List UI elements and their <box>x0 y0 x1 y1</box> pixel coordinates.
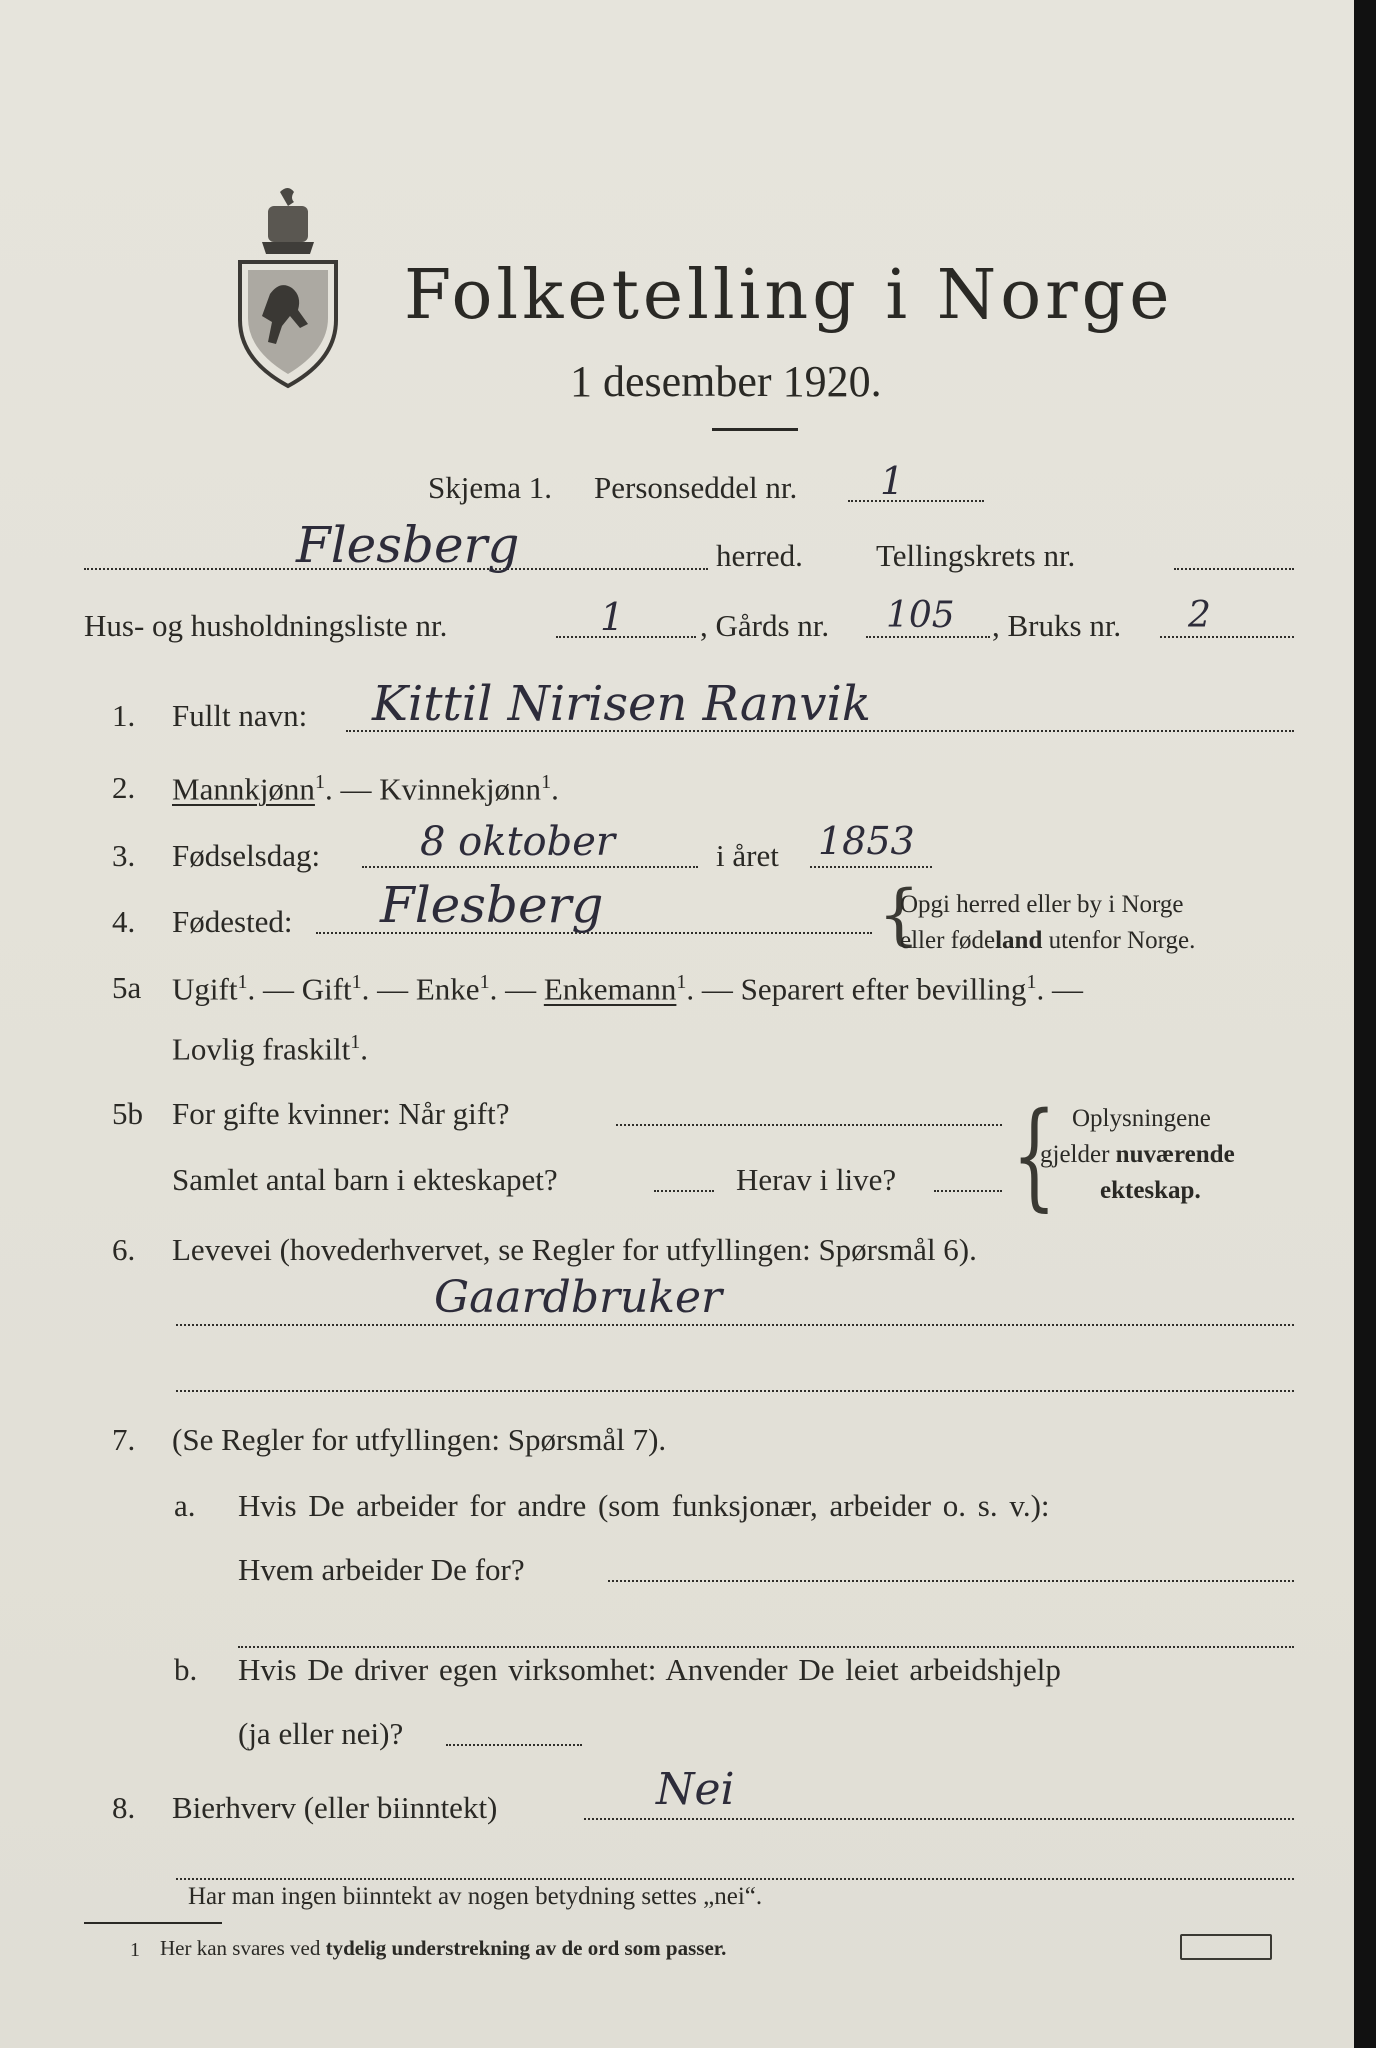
q6-value: Gaardbruker <box>434 1272 723 1323</box>
bruks-value: 2 <box>1188 595 1211 636</box>
q3-year-value: 1853 <box>818 819 915 863</box>
q1-value: Kittil Nirisen Ranvik <box>372 676 871 732</box>
q4-note-line2: eller fødeland utenfor Norge. <box>900 927 1196 954</box>
q4-value: Flesberg <box>380 876 604 934</box>
q5b-note2: gjelder nuværende <box>1040 1141 1235 1168</box>
bruks-field <box>1160 636 1294 638</box>
gards-value: 105 <box>886 595 955 636</box>
q8-label: Bierhverv (eller biinntekt) <box>172 1790 498 1825</box>
q5b-note3: ekteskap. <box>1100 1177 1201 1204</box>
q5b-brace: { <box>1012 1088 1057 1223</box>
footer-note: Har man ingen biinntekt av nogen betydning settes „nei“. <box>188 1883 763 1910</box>
gards-label: , Gårds nr. <box>700 608 830 643</box>
q5b-number: 5b <box>112 1096 143 1131</box>
q5a-options: Ugift$^1$. — Gift$^1$. — Enke$^1$. — Enkemann$^1$. — Separert efter bevilling$^1$. — <box>172 971 1083 1007</box>
q7a-field-2 <box>238 1646 1294 1648</box>
q2-number: 2. <box>112 770 136 805</box>
q6-number: 6. <box>112 1232 136 1267</box>
q5b-line1: For gifte kvinner: Når gift? <box>172 1096 510 1131</box>
bruks-label: , Bruks nr. <box>992 608 1122 643</box>
q6-label: Levevei (hovederhvervet, se Regler for utfyllingen: Spørsmål 6). <box>172 1232 977 1267</box>
q3-day-field <box>362 866 698 868</box>
q8-field-1 <box>584 1818 1294 1820</box>
q5b-note1: Oplysningene <box>1072 1105 1211 1132</box>
q8-number: 8. <box>112 1790 136 1825</box>
q2-male-underlined: Mannkjønn <box>172 771 315 807</box>
gards-field <box>866 636 990 638</box>
scan-border <box>1354 0 1376 2048</box>
q4-number: 4. <box>112 904 136 939</box>
personseddel-label: Personseddel nr. <box>594 470 798 505</box>
q8-field-2 <box>176 1878 1294 1880</box>
tellingskrets-field <box>1174 568 1294 570</box>
q4-label: Fødested: <box>172 904 293 939</box>
footnote-rule <box>84 1922 222 1924</box>
q6-field-1 <box>176 1324 1294 1326</box>
q5a-enkemann-underlined: Enkemann <box>543 971 677 1007</box>
q7a-letter: a. <box>174 1488 196 1523</box>
q3-number: 3. <box>112 838 136 873</box>
q7-label: (Se Regler for utfyllingen: Spørsmål 7). <box>172 1422 667 1457</box>
q6-field-2 <box>176 1390 1294 1392</box>
q5b-children-field <box>654 1190 714 1192</box>
q8-value: Nei <box>656 1764 735 1815</box>
hus-field <box>556 636 696 638</box>
q3-label: Fødselsdag: <box>172 838 321 873</box>
q1-label: Fullt navn: <box>172 698 308 733</box>
title-rule <box>712 428 798 431</box>
q7a-line1: Hvis De arbeider for andre (som funksjonær, arbeider o. s. v.): <box>238 1488 1050 1523</box>
personseddel-field <box>848 500 984 502</box>
footnote-text: Her kan svares ved tydelig understrekning av de ord som passer. <box>160 1936 727 1960</box>
q3-year-field <box>810 866 932 868</box>
printer-stamp <box>1180 1934 1272 1960</box>
q7a-field-1 <box>608 1580 1294 1582</box>
q5b-alive-field <box>934 1190 1002 1192</box>
skjema-label: Skjema 1. <box>428 470 552 505</box>
q5a-options-line2: Lovlig fraskilt$^1$. <box>172 1031 368 1067</box>
footnote-mark: 1 <box>130 1939 140 1961</box>
hus-label: Hus- og husholdningsliste nr. <box>84 608 448 643</box>
form-title: Folketelling i Norge <box>404 256 1174 335</box>
q4-note-line1: Opgi herred eller by i Norge <box>900 891 1184 918</box>
q2-options: Mannkjønn$^1$. — Kvinnekjønn$^1$. <box>172 771 559 807</box>
q1-number: 1. <box>112 698 136 733</box>
q7b-field <box>446 1744 582 1746</box>
q5b-married-field <box>616 1124 1002 1126</box>
herred-label: herred. <box>716 538 803 573</box>
coat-of-arms-icon <box>232 184 342 389</box>
herred-value: Flesberg <box>296 516 520 574</box>
q3-year-label: i året <box>716 838 779 873</box>
q4-brace: { <box>878 876 920 953</box>
tellingskrets-label: Tellingskrets nr. <box>876 538 1076 573</box>
q5b-line2a: Samlet antal barn i ekteskapet? <box>172 1162 558 1197</box>
q7-number: 7. <box>112 1422 136 1457</box>
q3-day-value: 8 oktober <box>420 819 616 865</box>
q7b-line1: Hvis De driver egen virksomhet: Anvender De leiet arbeidshjelp <box>238 1652 1061 1687</box>
q7a-line2: Hvem arbeider De for? <box>238 1552 525 1587</box>
census-date: 1 desember 1920. <box>570 357 882 406</box>
personseddel-value: 1 <box>880 459 905 503</box>
q5b-line2b: Herav i live? <box>736 1162 897 1197</box>
hus-value: 1 <box>600 595 625 639</box>
q5a-number: 5a <box>112 970 142 1005</box>
q7b-letter: b. <box>174 1652 198 1687</box>
q7b-line2: (ja eller nei)? <box>238 1716 404 1751</box>
